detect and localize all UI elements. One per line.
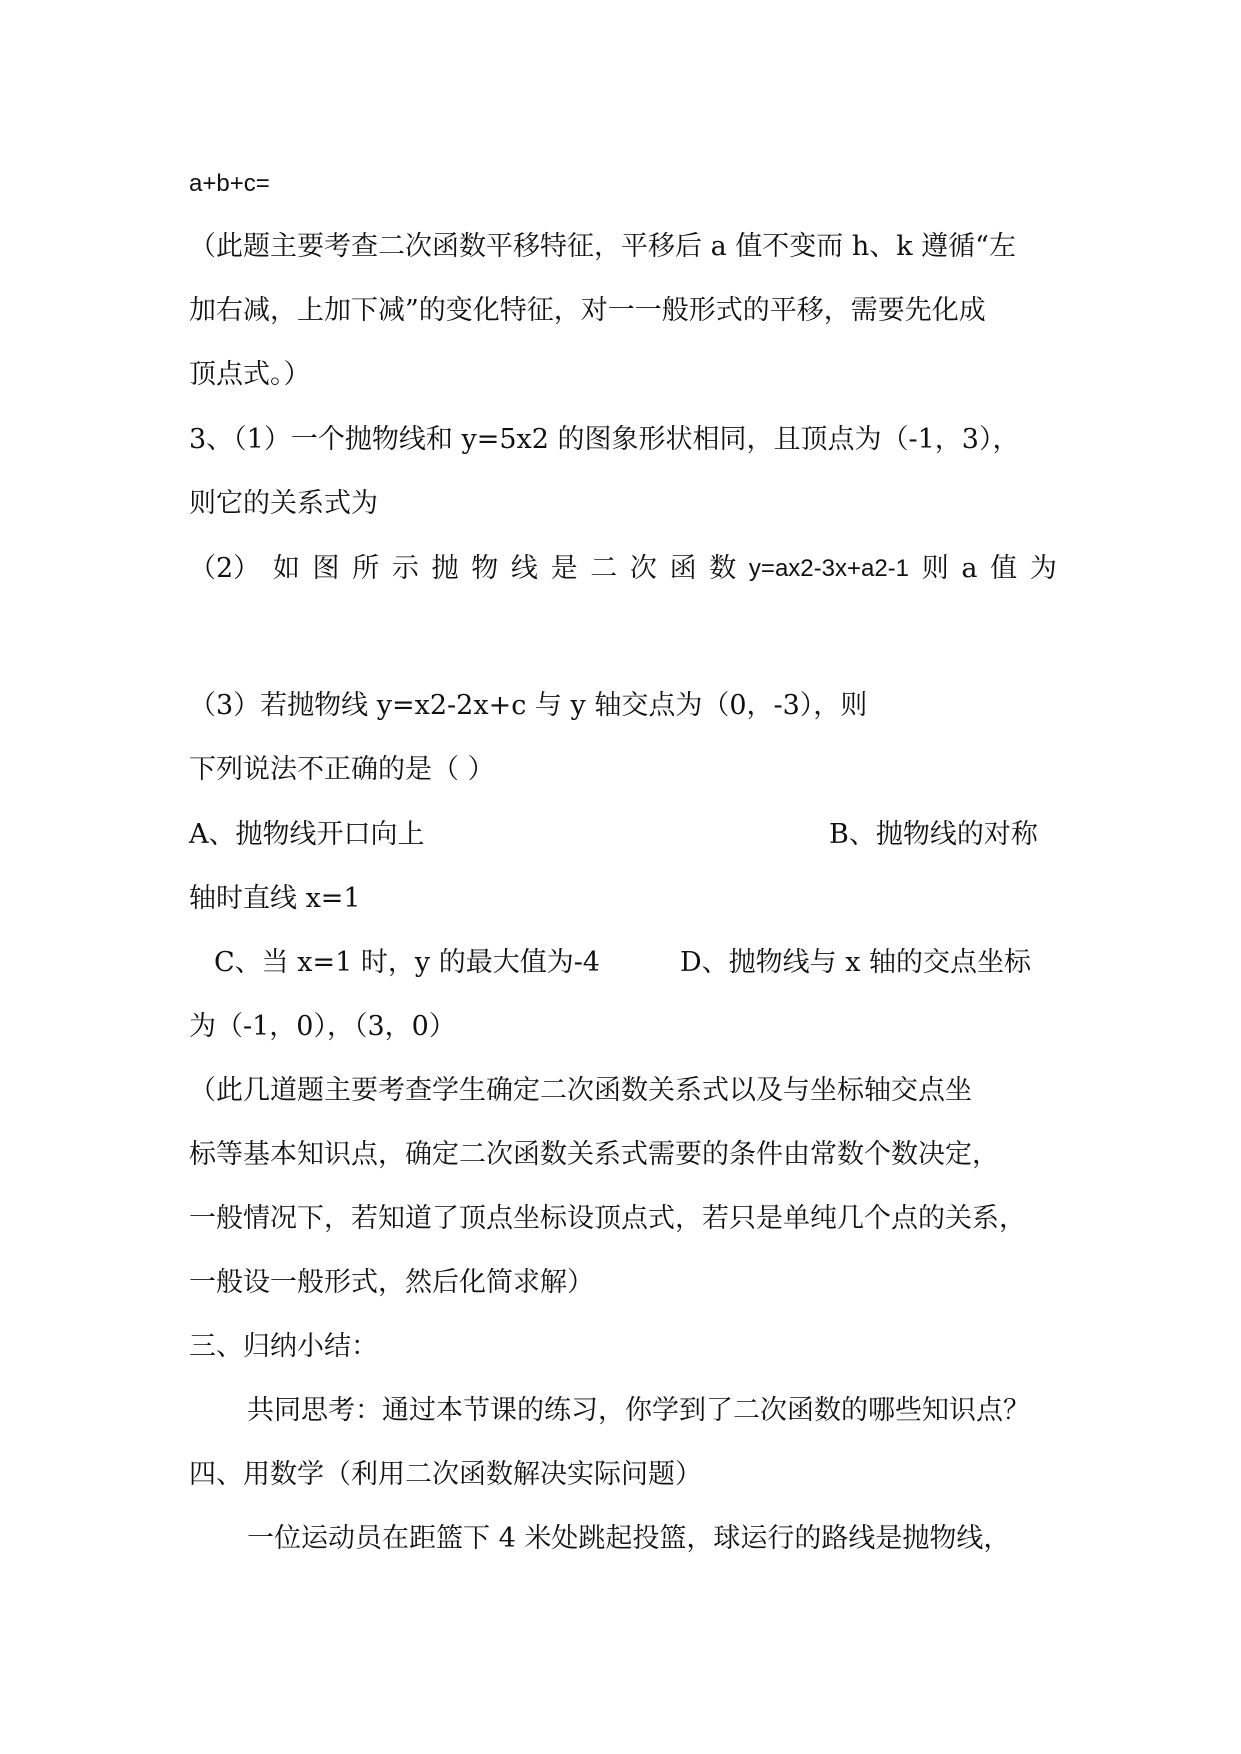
q2-word: 二 bbox=[590, 553, 618, 584]
q2-word: 为 bbox=[1029, 553, 1057, 584]
q2-word: 图 bbox=[312, 553, 340, 584]
q2-word: 值 bbox=[990, 553, 1018, 584]
option-c: C、当 x=1 时，y 的最大值为-4 bbox=[214, 947, 600, 978]
option-d-continued: 为（-1，0），（3，0） bbox=[189, 1011, 456, 1042]
section-heading-summary: 三、归纳小结： bbox=[189, 1331, 378, 1362]
applied-problem-text: 一位运动员在距篮下 4 米处跳起投篮，球运行的路线是抛物线， bbox=[247, 1523, 1011, 1554]
option-a: A、抛物线开口向上 bbox=[189, 819, 425, 850]
q2-word: 次 bbox=[629, 553, 657, 584]
q2-word: （2） bbox=[189, 553, 261, 584]
explanation-2-line-4: 一般设一般形式，然后化简求解） bbox=[189, 1267, 594, 1298]
explanation-line-1: （此题主要考查二次函数平移特征，平移后 a 值不变而 h、k 遵循“左 bbox=[189, 231, 1016, 262]
section-heading-applied-math: 四、用数学（利用二次函数解决实际问题） bbox=[189, 1459, 702, 1490]
explanation-2-line-2: 标等基本知识点，确定二次函数关系式需要的条件由常数个数决定， bbox=[189, 1139, 999, 1170]
explanation-2-line-1: （此几道题主要考查学生确定二次函数关系式以及与坐标轴交点坐 bbox=[189, 1075, 972, 1106]
q2-word: 是 bbox=[550, 553, 578, 584]
q2-word: 抛 bbox=[431, 553, 459, 584]
q2-word: 线 bbox=[510, 553, 538, 584]
q2-word: 如 bbox=[272, 553, 300, 584]
option-b-continued: 轴时直线 x=1 bbox=[189, 883, 361, 914]
q2-word: a bbox=[961, 553, 978, 584]
q2-word: 函 bbox=[669, 553, 697, 584]
question-3-2-line bbox=[189, 552, 1057, 586]
q2-word: 数 bbox=[709, 553, 737, 584]
explanation-line-3: 顶点式。） bbox=[189, 359, 311, 390]
expression-line: a+b+c= bbox=[189, 170, 270, 197]
q2-word: 则 bbox=[921, 553, 949, 584]
q2-word: 示 bbox=[391, 553, 419, 584]
explanation-2-line-3: 一般情况下，若知道了顶点坐标设顶点式，若只是单纯几个点的关系， bbox=[189, 1203, 1026, 1234]
q2-word: 所 bbox=[352, 553, 380, 584]
question-3-3-line-2: 下列说法不正确的是（ ） bbox=[189, 754, 495, 785]
q2-word: 物 bbox=[471, 553, 499, 584]
question-3-1-line-2: 则它的关系式为 bbox=[189, 488, 378, 519]
summary-text: 共同思考：通过本节课的练习，你学到了二次函数的哪些知识点？ bbox=[247, 1395, 1030, 1426]
option-b: B、抛物线的对称 bbox=[829, 819, 1038, 850]
explanation-line-2: 加右减，上加下减”的变化特征，对一一般形式的平移，需要先化成 bbox=[189, 295, 986, 326]
option-d: D、抛物线与 x 轴的交点坐标 bbox=[680, 947, 1032, 978]
question-3-1-line-1: 3、（1）一个抛物线和 y=5x2 的图象形状相同，且顶点为（-1，3）， bbox=[189, 424, 1020, 455]
q2-formula: y=ax2-3x+a2-1 bbox=[748, 555, 910, 582]
question-3-3-line-1: （3）若抛物线 y=x2-2x+c 与 y 轴交点为（0，-3），则 bbox=[189, 690, 868, 721]
